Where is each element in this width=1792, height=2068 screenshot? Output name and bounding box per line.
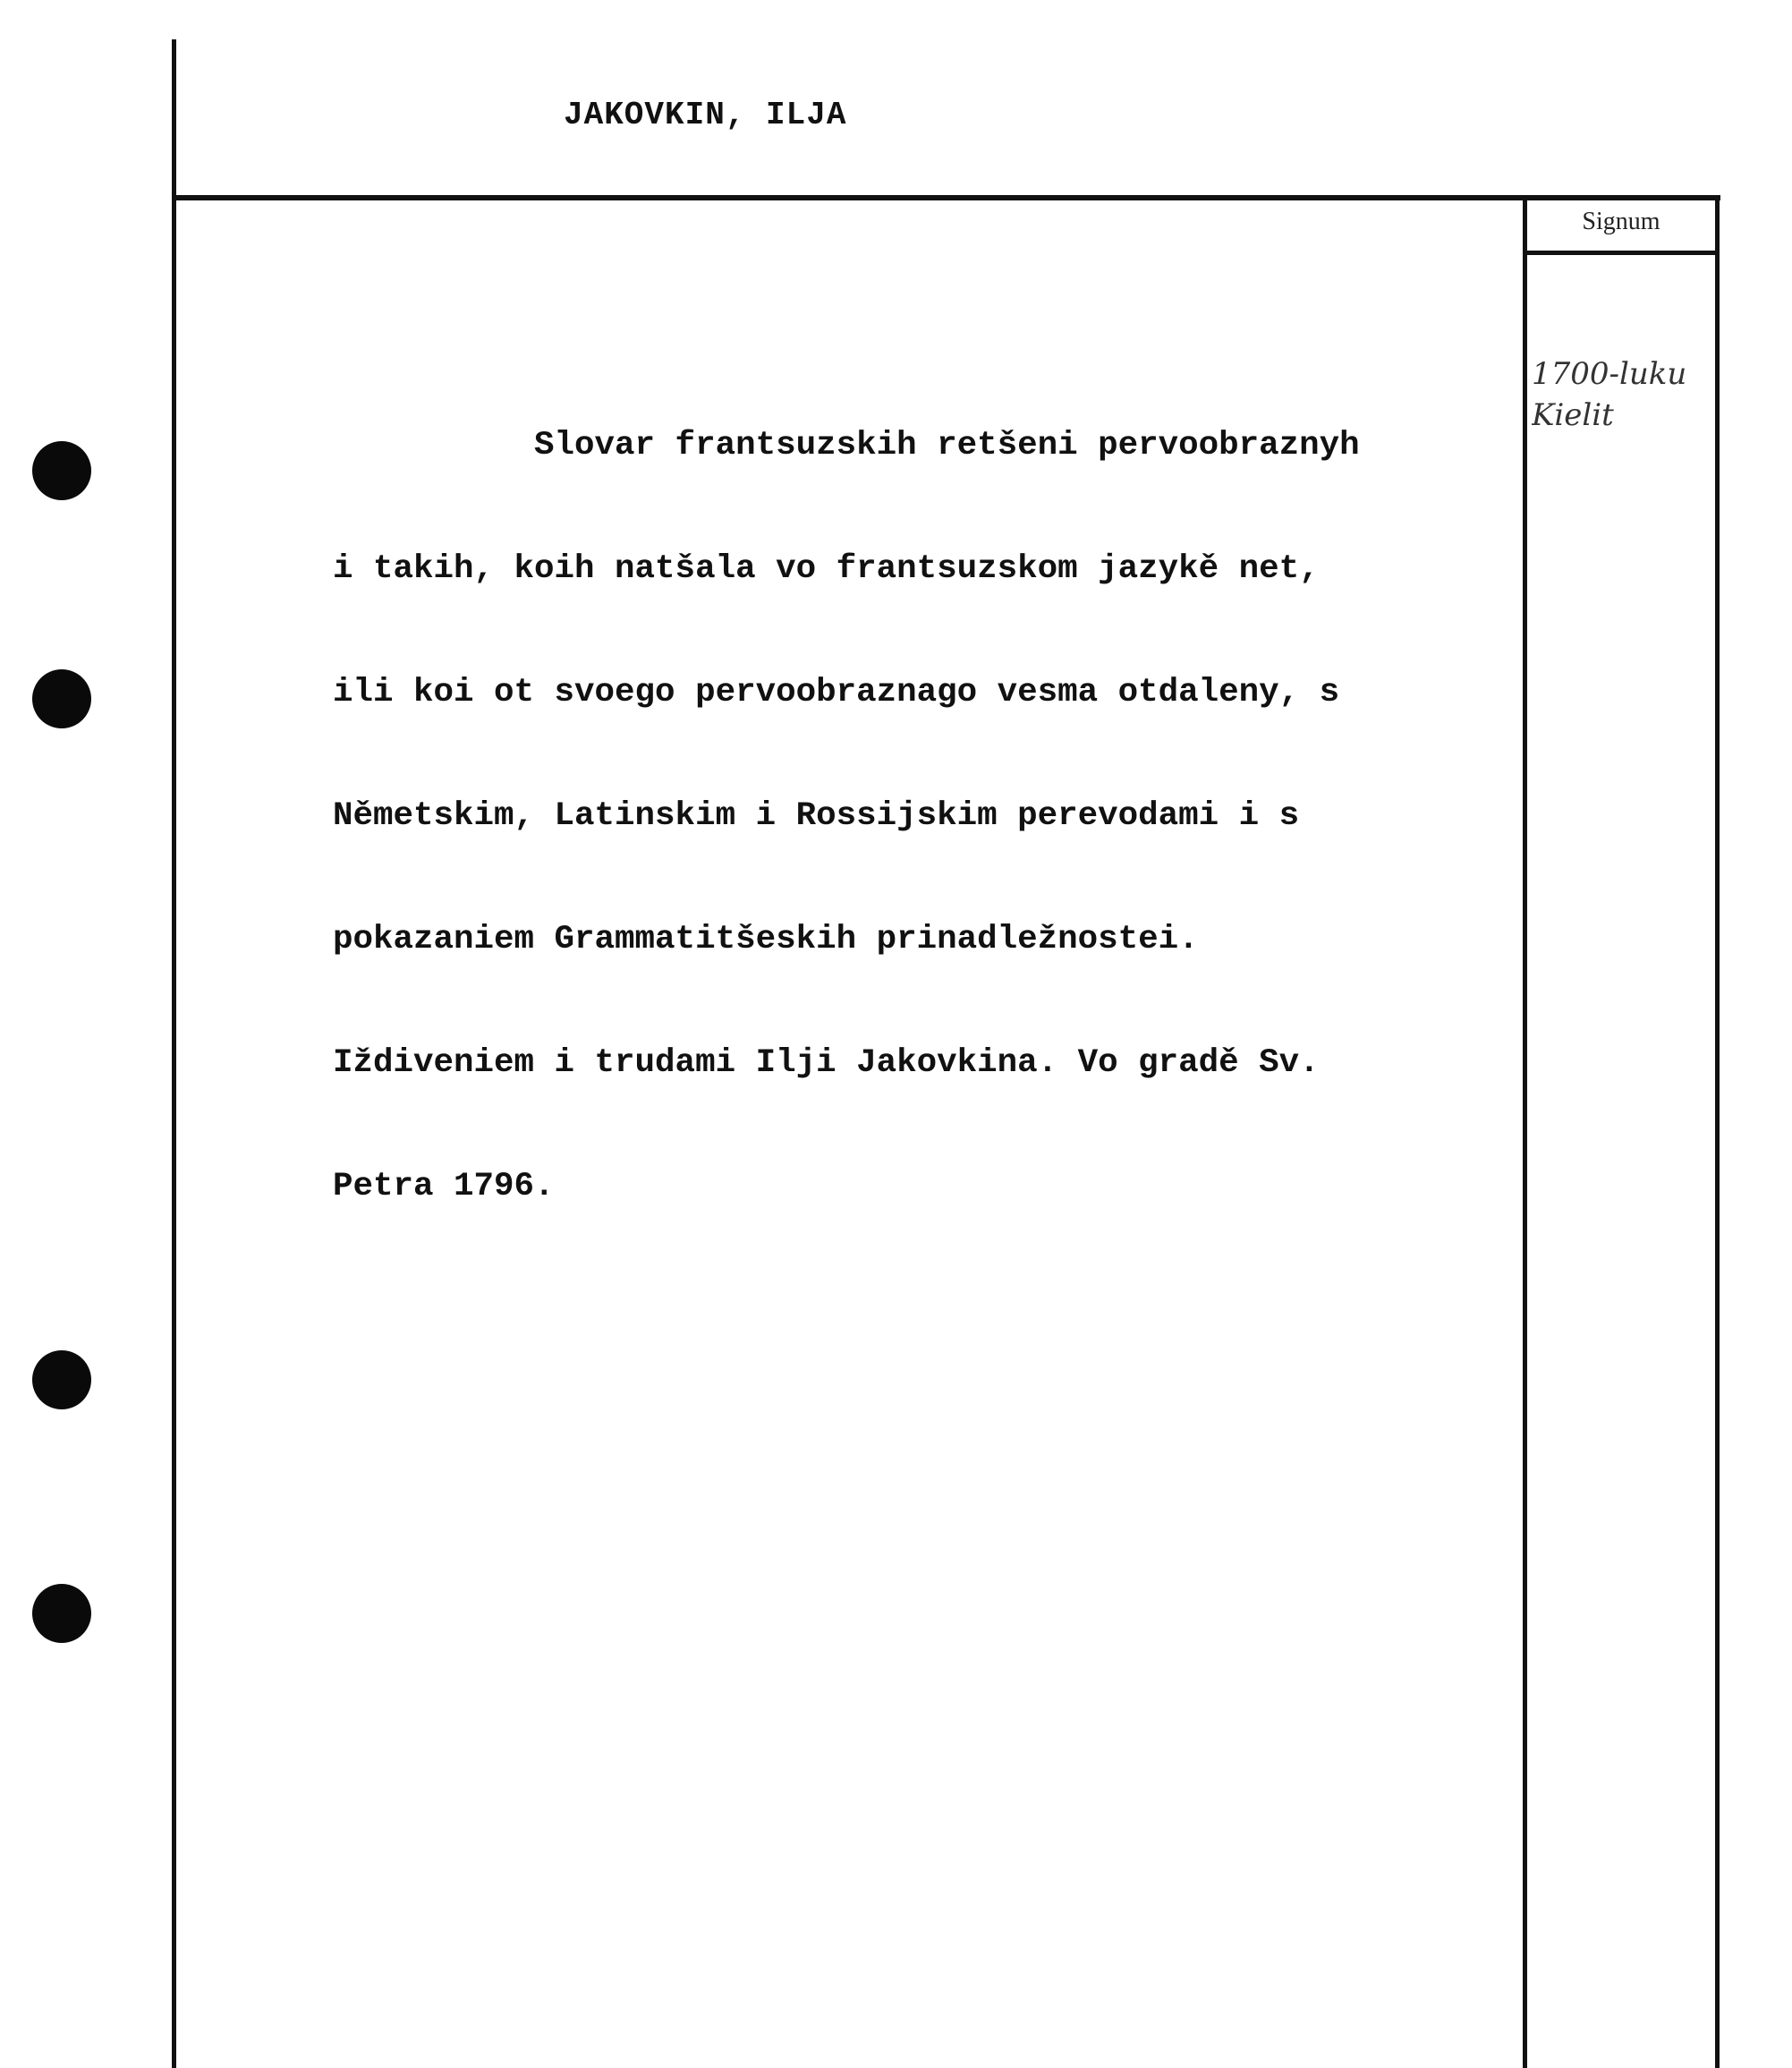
handwritten-signum-note xyxy=(1532,353,1715,436)
entry-line: i takih, koih natšala vo frantsuzskom jazykě net, xyxy=(333,550,1320,588)
signum-label: Signum xyxy=(1582,208,1660,235)
entry-line: ili koi ot svoego pervoobraznago vesma otdaleny, s xyxy=(333,674,1340,711)
signum-column-right-rule xyxy=(1715,199,1720,2068)
punch-hole xyxy=(32,1584,91,1643)
left-margin-rule xyxy=(172,39,176,2068)
bibliographic-entry xyxy=(333,343,1514,1289)
punch-hole xyxy=(32,1350,91,1409)
entry-line: Němetskim, Latinskim i Rossijskim perevodami i s xyxy=(333,797,1300,835)
author-heading: JAKOVKIN, ILJA xyxy=(564,97,847,133)
signum-header-rule xyxy=(1527,251,1715,255)
header-divider-rule xyxy=(176,195,1720,200)
handwritten-line: Kielit xyxy=(1532,397,1614,433)
signum-column-left-rule xyxy=(1523,199,1527,2068)
entry-line: Iždiveniem i trudami Ilji Jakovkina. Vo gradě Sv. xyxy=(333,1044,1320,1082)
handwritten-line: 1700-luku xyxy=(1532,356,1687,392)
punch-hole xyxy=(32,669,91,728)
entry-line: pokazaniem Grammatitšeskih prinadležnostei. xyxy=(333,921,1199,958)
entry-line: Slovar frantsuzskih retšeni pervoobraznyh xyxy=(333,427,1360,464)
entry-line: Petra 1796. xyxy=(333,1168,555,1205)
punch-hole xyxy=(32,441,91,500)
